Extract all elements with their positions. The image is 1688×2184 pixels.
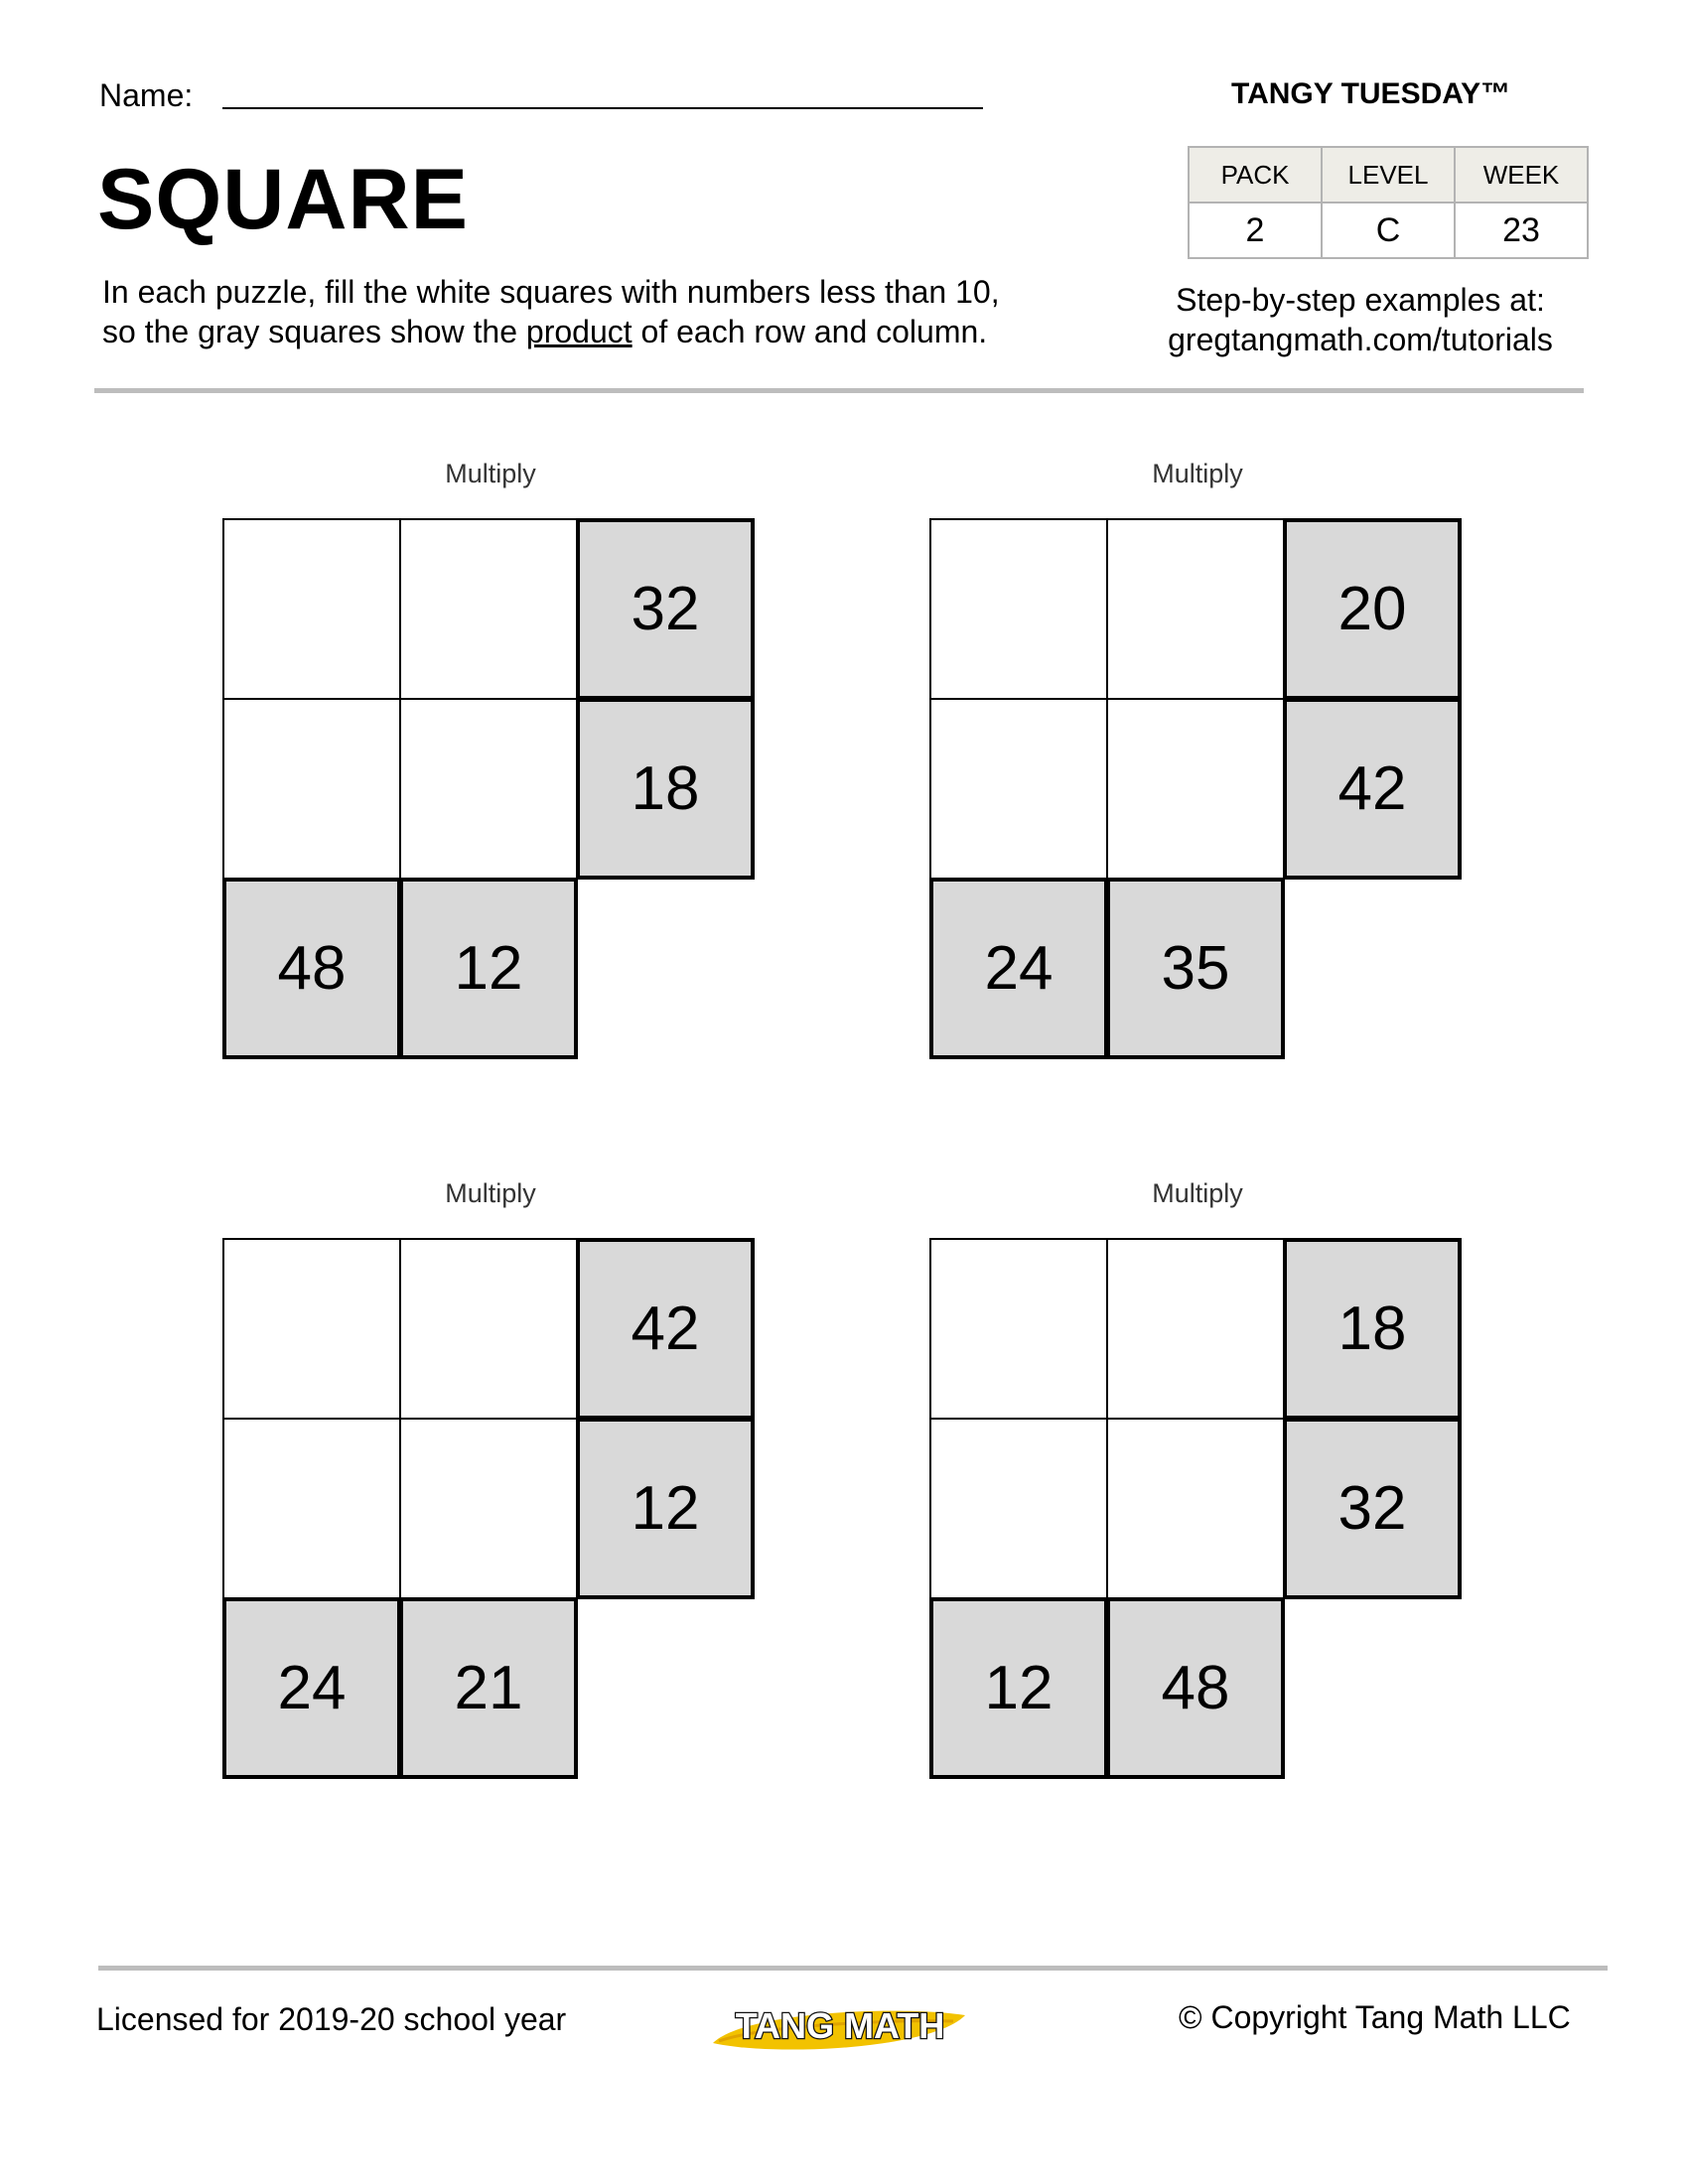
name-label: Name: bbox=[99, 77, 194, 113]
instruction-text: so the gray squares show the bbox=[102, 314, 526, 349]
week-header: WEEK bbox=[1455, 147, 1588, 203]
top-divider bbox=[94, 388, 1584, 393]
operation-label: Multiply bbox=[1152, 459, 1243, 488]
answer-cell[interactable] bbox=[222, 1238, 401, 1420]
bottom-divider bbox=[98, 1966, 1608, 1971]
column-product-cell: 12 bbox=[929, 1597, 1108, 1779]
answer-cell[interactable] bbox=[222, 518, 401, 700]
row-product-cell: 12 bbox=[576, 1418, 755, 1599]
answer-cell[interactable] bbox=[929, 1418, 1108, 1599]
instruction-text-end: of each row and column. bbox=[632, 314, 988, 349]
column-product-cell: 35 bbox=[1106, 878, 1285, 1059]
week-value: 23 bbox=[1455, 203, 1588, 258]
answer-cell[interactable] bbox=[399, 1238, 578, 1420]
answer-cell[interactable] bbox=[1106, 518, 1285, 700]
tutorials-link[interactable]: gregtangmath.com/tutorials bbox=[1168, 322, 1553, 357]
answer-cell[interactable] bbox=[399, 518, 578, 700]
column-product-cell: 48 bbox=[1106, 1597, 1285, 1779]
puzzle-1 bbox=[222, 459, 759, 1054]
license-text: Licensed for 2019-20 school year bbox=[96, 2001, 567, 2037]
name-line[interactable] bbox=[222, 107, 983, 109]
operation-label: Multiply bbox=[445, 459, 536, 488]
column-product-cell: 21 bbox=[399, 1597, 578, 1779]
copyright-text: © Copyright Tang Math LLC bbox=[1179, 1999, 1571, 2035]
examples-label: Step-by-step examples at: bbox=[1176, 282, 1545, 318]
operation-label: Multiply bbox=[1152, 1178, 1243, 1208]
pack-header: PACK bbox=[1189, 147, 1322, 203]
answer-cell[interactable] bbox=[222, 1418, 401, 1599]
answer-cell[interactable] bbox=[1106, 698, 1285, 880]
level-header: LEVEL bbox=[1322, 147, 1455, 203]
row-product-cell: 18 bbox=[576, 698, 755, 880]
operation-label: Multiply bbox=[445, 1178, 536, 1208]
examples-note bbox=[1142, 280, 1579, 359]
answer-cell[interactable] bbox=[929, 518, 1108, 700]
column-product-cell: 24 bbox=[929, 878, 1108, 1059]
row-product-cell: 32 bbox=[1283, 1418, 1462, 1599]
puzzle-3 bbox=[222, 1178, 759, 1774]
puzzle-2 bbox=[929, 459, 1466, 1054]
answer-cell[interactable] bbox=[929, 1238, 1108, 1420]
answer-cell[interactable] bbox=[929, 698, 1108, 880]
row-product-cell: 32 bbox=[576, 518, 755, 700]
instructions bbox=[102, 272, 1000, 351]
puzzle-4 bbox=[929, 1178, 1466, 1774]
brand-title: TANGY TUESDAY™ bbox=[1231, 77, 1511, 110]
level-value: C bbox=[1322, 203, 1455, 258]
answer-cell[interactable] bbox=[1106, 1238, 1285, 1420]
row-product-cell: 42 bbox=[576, 1238, 755, 1420]
instruction-keyword: product bbox=[525, 314, 633, 349]
row-product-cell: 42 bbox=[1283, 698, 1462, 880]
column-product-cell: 24 bbox=[222, 1597, 401, 1779]
info-table bbox=[1188, 146, 1589, 259]
instruction-line-2 bbox=[102, 312, 1000, 351]
page-title: SQUARE bbox=[97, 152, 469, 247]
pack-value: 2 bbox=[1189, 203, 1322, 258]
answer-cell[interactable] bbox=[222, 698, 401, 880]
logo-text: TANG MATH bbox=[735, 2005, 945, 2046]
tang-math-logo bbox=[705, 1991, 973, 2061]
answer-cell[interactable] bbox=[399, 1418, 578, 1599]
row-product-cell: 18 bbox=[1283, 1238, 1462, 1420]
column-product-cell: 12 bbox=[399, 878, 578, 1059]
column-product-cell: 48 bbox=[222, 878, 401, 1059]
row-product-cell: 20 bbox=[1283, 518, 1462, 700]
answer-cell[interactable] bbox=[399, 698, 578, 880]
instruction-line-1: In each puzzle, fill the white squares with numbers less than 10, bbox=[102, 274, 1000, 310]
answer-cell[interactable] bbox=[1106, 1418, 1285, 1599]
